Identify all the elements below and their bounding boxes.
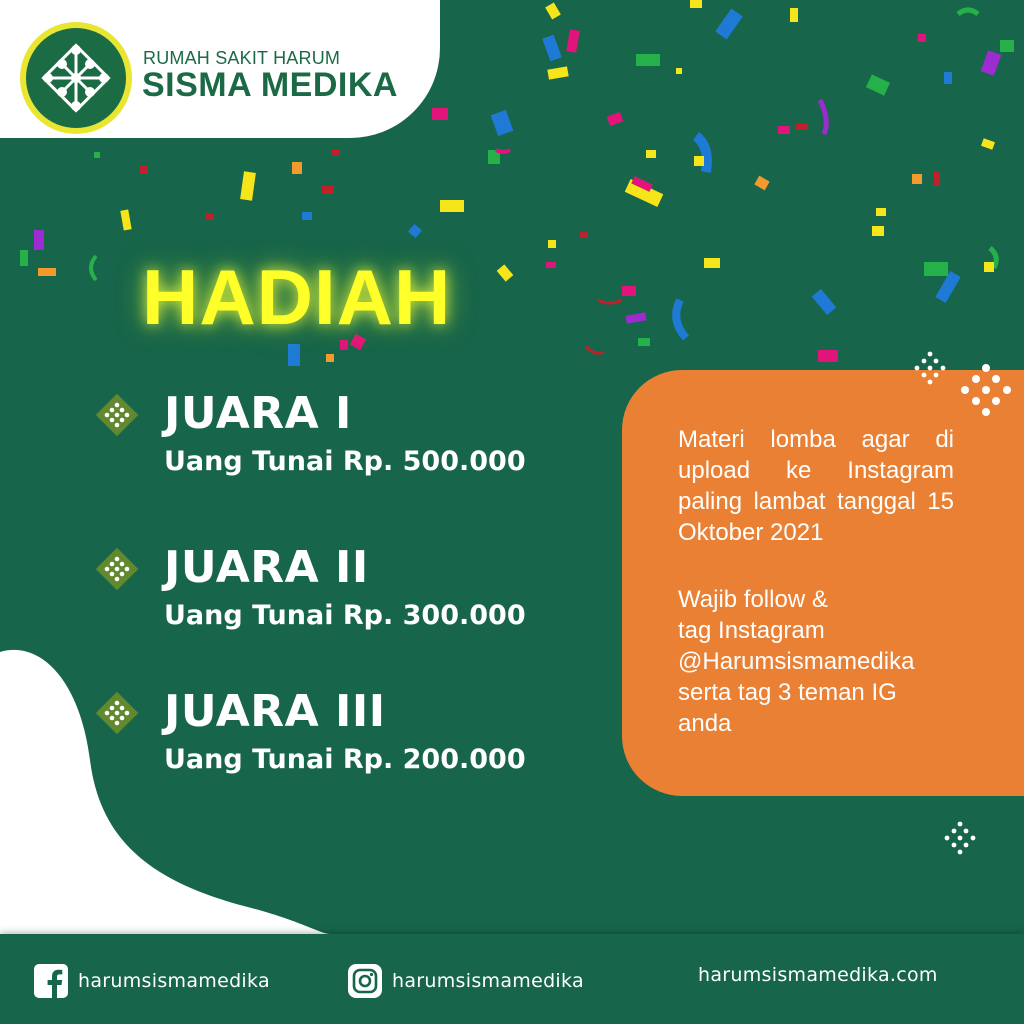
info-line: anda <box>678 710 732 737</box>
info-line: Wajib follow & <box>678 586 828 613</box>
brand-title: SISMA MEDIKA <box>142 66 398 104</box>
prize-name: JUARA III <box>164 686 386 737</box>
prize-amount: Uang Tunai Rp. 300.000 <box>164 600 526 631</box>
instagram-handle: harumsismamedika <box>392 970 584 992</box>
facebook-handle: harumsismamedika <box>78 970 270 992</box>
prize-amount: Uang Tunai Rp. 500.000 <box>164 446 526 477</box>
diamond-dots-icon <box>96 548 138 590</box>
info-line: @Harumsismamedika <box>678 648 915 675</box>
instagram-link[interactable] <box>348 964 584 998</box>
info-deadline-text: Materi lomba agar di upload ke Instagram paling lambat tanggal 15 Oktober 2021 <box>678 426 954 546</box>
brand-subtitle: RUMAH SAKIT HARUM <box>143 48 341 68</box>
dots-decoration-icon <box>956 360 1016 420</box>
prize-name: JUARA II <box>164 542 369 593</box>
website-link[interactable] <box>698 964 938 986</box>
diamond-dots-icon <box>96 394 138 436</box>
instagram-icon <box>348 964 382 998</box>
diamond-dots-icon <box>96 692 138 734</box>
facebook-link[interactable] <box>34 964 270 998</box>
facebook-icon <box>34 964 68 998</box>
hospital-logo-icon <box>26 28 126 128</box>
dots-decoration-icon <box>910 348 950 388</box>
info-line: tag Instagram <box>678 617 825 644</box>
prize-name: JUARA I <box>164 388 352 439</box>
prize-amount: Uang Tunai Rp. 200.000 <box>164 744 526 775</box>
website-url: harumsismamedika.com <box>698 964 938 986</box>
info-line: serta tag 3 teman IG <box>678 679 897 706</box>
brand-header-card <box>0 0 440 138</box>
info-card <box>622 370 1024 796</box>
page-title: HADIAH <box>142 253 452 341</box>
dots-decoration-icon <box>940 818 980 858</box>
info-follow-text <box>678 584 978 739</box>
footer <box>0 934 1024 1024</box>
